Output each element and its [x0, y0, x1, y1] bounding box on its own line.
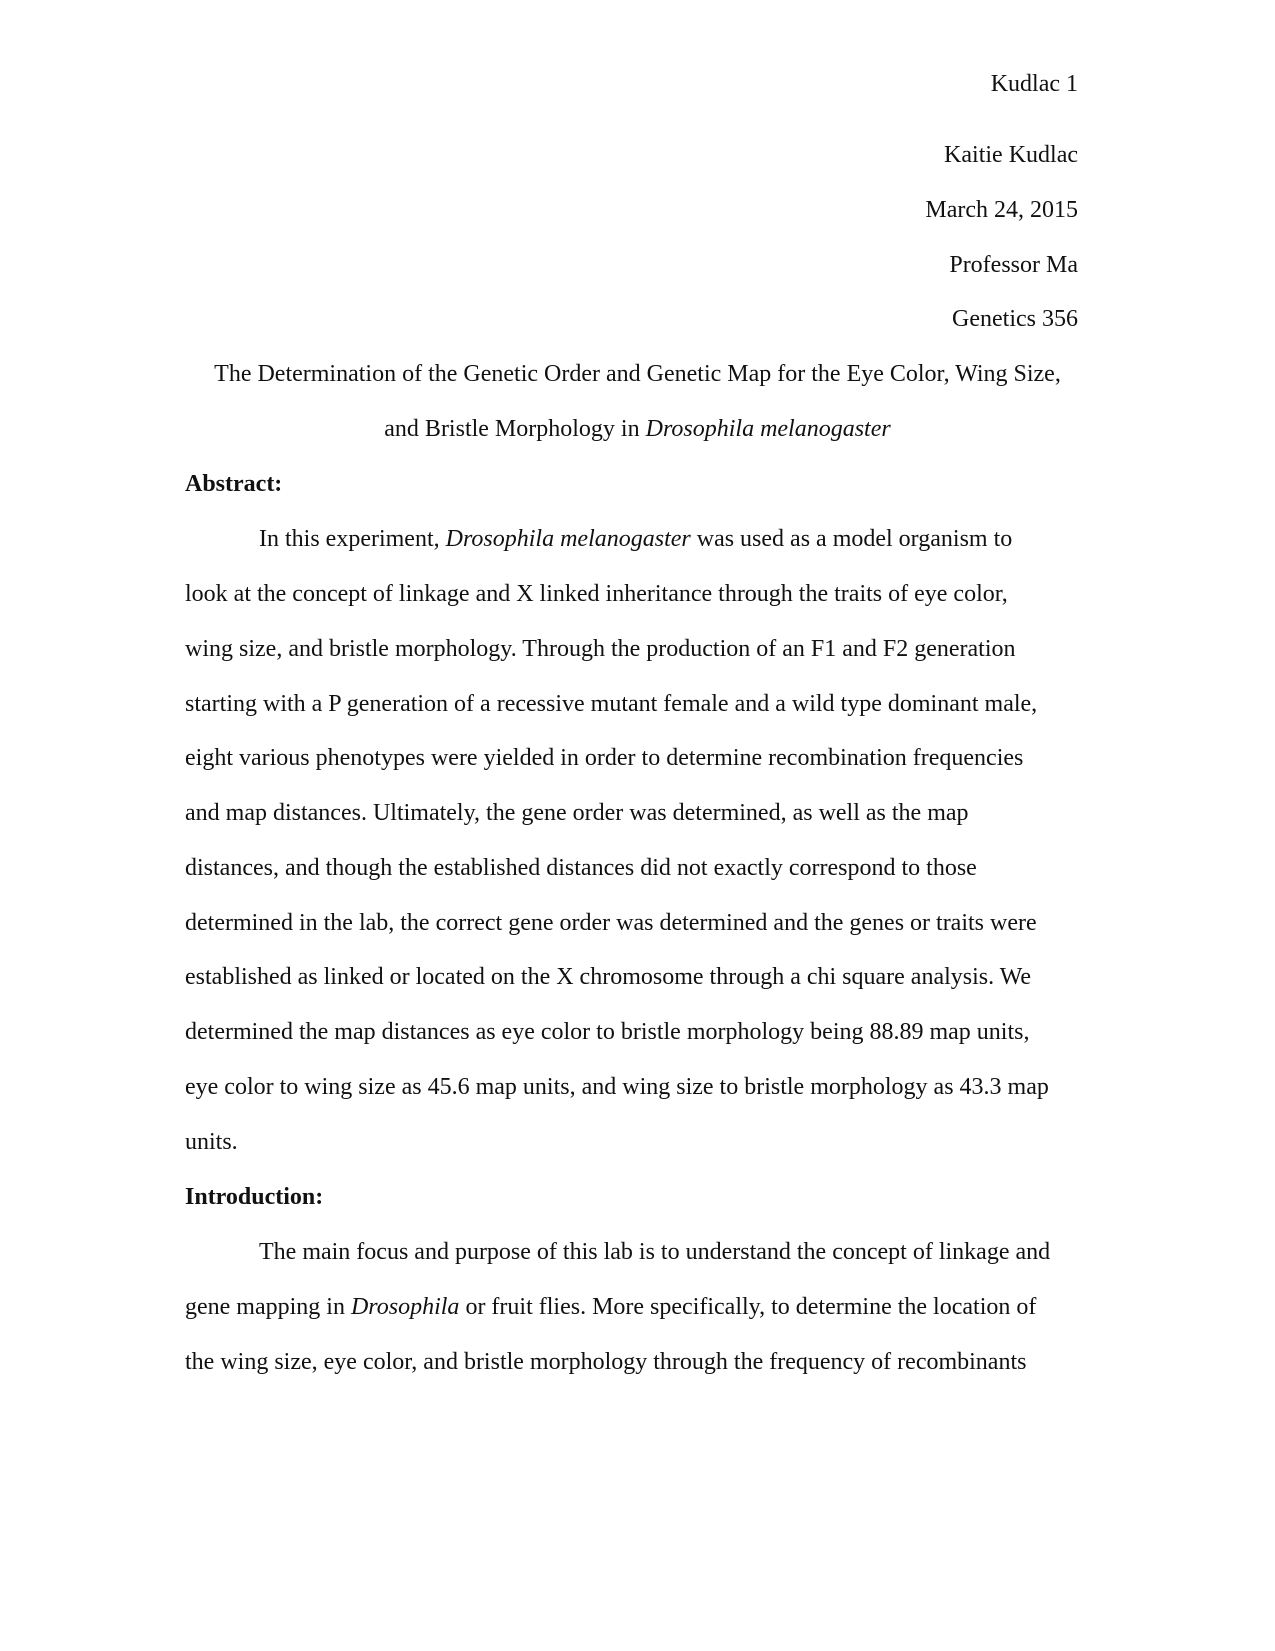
- abstract-line-12: units.: [185, 1129, 238, 1155]
- abstract-line-8: determined in the lab, the correct gene order was determined and the genes or traits were: [185, 910, 1037, 936]
- title-line-2: [0, 414, 1275, 444]
- abstract-species-name: Drosophila melanogaster: [445, 526, 691, 552]
- date: March 24, 2015: [925, 197, 1078, 223]
- title-species-name: Drosophila melanogaster: [645, 416, 891, 442]
- abstract-line-5: eight various phenotypes were yielded in order to determine recombination frequencies: [185, 745, 1024, 771]
- professor-name: Professor Ma: [949, 252, 1078, 278]
- abstract-line-6: and map distances. Ultimately, the gene order was determined, as well as the map: [185, 800, 969, 826]
- abstract-line-2: look at the concept of linkage and X linked inheritance through the traits of eye color,: [185, 581, 1008, 607]
- introduction-line-2-prefix: gene mapping in: [185, 1294, 351, 1320]
- introduction-heading: Introduction:: [185, 1184, 324, 1210]
- introduction-line-3: the wing size, eye color, and bristle morphology through the frequency of recombinants: [185, 1349, 1027, 1375]
- abstract-line-1-suffix: was used as a model organism to: [690, 526, 1013, 552]
- introduction-genus-name: Drosophila: [350, 1294, 460, 1320]
- abstract-line-3: wing size, and bristle morphology. Through the production of an F1 and F2 generation: [185, 636, 1016, 662]
- title-line-2-text: and Bristle Morphology in: [384, 416, 646, 442]
- abstract-line-9: established as linked or located on the X chromosome through a chi square analysis. We: [185, 964, 1032, 990]
- abstract-heading: Abstract:: [185, 471, 283, 497]
- abstract-line-4: starting with a P generation of a recessive mutant female and a wild type dominant male,: [185, 691, 1038, 717]
- course-name: Genetics 356: [952, 306, 1078, 332]
- introduction-line-2: [185, 1292, 1036, 1322]
- introduction-line-1: The main focus and purpose of this lab is to understand the concept of linkage and: [259, 1239, 1051, 1265]
- title-line-1: The Determination of the Genetic Order and Genetic Map for the Eye Color, Wing Size,: [214, 361, 1061, 387]
- running-head: Kudlac 1: [990, 71, 1078, 97]
- abstract-line-1-prefix: In this experiment,: [259, 526, 446, 552]
- abstract-line-10: determined the map distances as eye color to bristle morphology being 88.89 map units,: [185, 1019, 1030, 1045]
- abstract-line-7: distances, and though the established distances did not exactly correspond to those: [185, 855, 977, 881]
- author-name: Kaitie Kudlac: [944, 142, 1078, 168]
- abstract-line-1: [259, 524, 1012, 554]
- introduction-line-2-suffix: or fruit flies. More specifically, to determine the location of: [459, 1294, 1037, 1320]
- abstract-line-11: eye color to wing size as 45.6 map units, and wing size to bristle morphology as 43.3 map: [185, 1074, 1049, 1100]
